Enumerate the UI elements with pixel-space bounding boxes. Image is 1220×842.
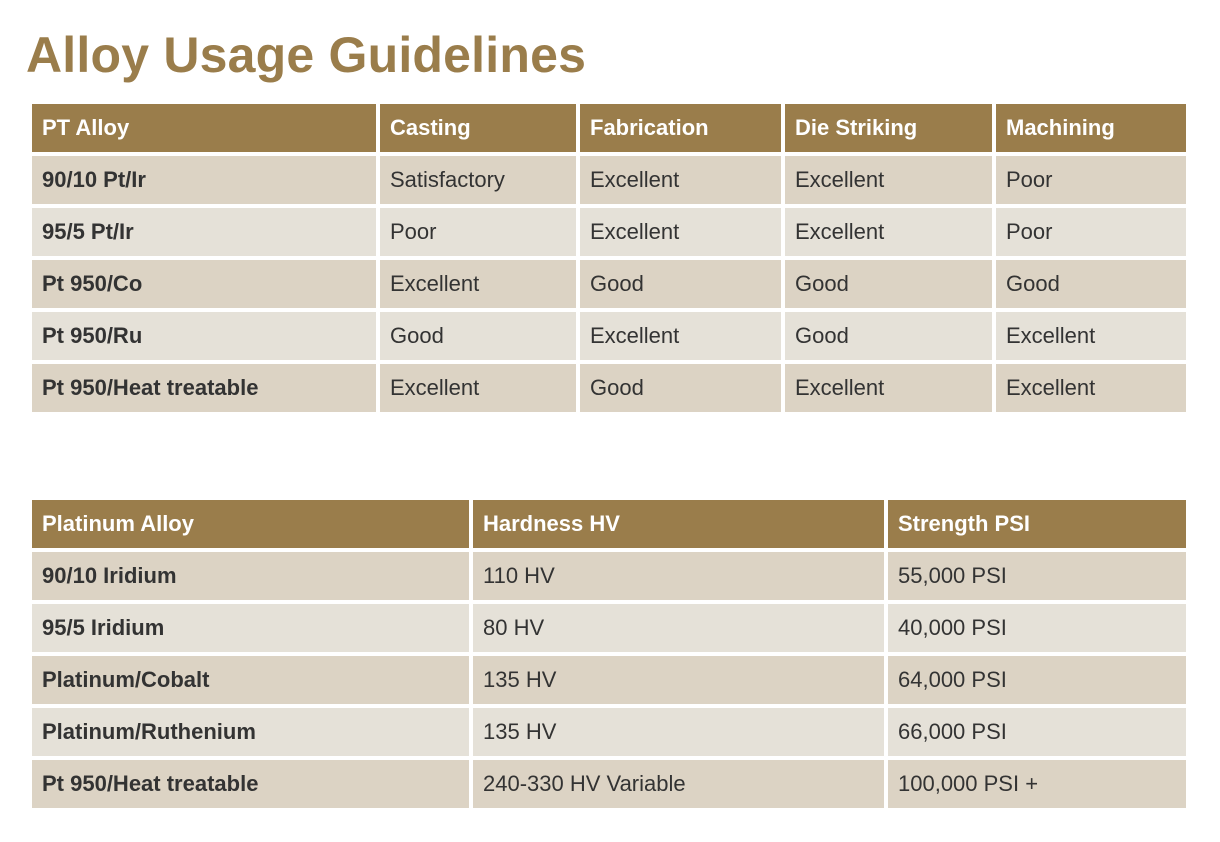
table-row: [32, 708, 1186, 756]
die-striking-cell: Excellent: [785, 364, 992, 412]
strength-cell: 55,000 PSI: [888, 552, 1186, 600]
alloy-usage-table: [28, 100, 1190, 416]
page-title: Alloy Usage Guidelines: [26, 27, 587, 83]
hardness-cell: 80 HV: [473, 604, 884, 652]
fabrication-cell: Excellent: [580, 156, 781, 204]
die-striking-cell: Excellent: [785, 156, 992, 204]
machining-cell: Poor: [996, 156, 1186, 204]
alloy-name-cell: 90/10 Iridium: [32, 552, 469, 600]
alloy-name-cell: Pt 950/Co: [32, 260, 376, 308]
alloy-name-cell: 95/5 Iridium: [32, 604, 469, 652]
alloy-properties-table: [28, 496, 1190, 812]
casting-cell: Satisfactory: [380, 156, 576, 204]
strength-cell: 64,000 PSI: [888, 656, 1186, 704]
table-header-row: [32, 104, 1186, 152]
column-header-hardness: Hardness HV: [473, 500, 884, 548]
table-row: [32, 364, 1186, 412]
alloy-name-cell: Pt 950/Ru: [32, 312, 376, 360]
column-header-casting: Casting: [380, 104, 576, 152]
table-row: [32, 552, 1186, 600]
table-row: [32, 260, 1186, 308]
hardness-cell: 240-330 HV Variable: [473, 760, 884, 808]
alloy-name-cell: 95/5 Pt/Ir: [32, 208, 376, 256]
hardness-cell: 110 HV: [473, 552, 884, 600]
column-header-machining: Machining: [996, 104, 1186, 152]
table-header-row: [32, 500, 1186, 548]
casting-cell: Poor: [380, 208, 576, 256]
hardness-cell: 135 HV: [473, 656, 884, 704]
machining-cell: Good: [996, 260, 1186, 308]
machining-cell: Excellent: [996, 364, 1186, 412]
table-row: [32, 760, 1186, 808]
casting-cell: Excellent: [380, 364, 576, 412]
column-header-pt-alloy: PT Alloy: [32, 104, 376, 152]
fabrication-cell: Excellent: [580, 312, 781, 360]
alloy-name-cell: Pt 950/Heat treatable: [32, 760, 469, 808]
machining-cell: Excellent: [996, 312, 1186, 360]
alloy-name-cell: Platinum/Ruthenium: [32, 708, 469, 756]
die-striking-cell: Good: [785, 312, 992, 360]
die-striking-cell: Good: [785, 260, 992, 308]
alloy-name-cell: 90/10 Pt/Ir: [32, 156, 376, 204]
hardness-cell: 135 HV: [473, 708, 884, 756]
strength-cell: 100,000 PSI +: [888, 760, 1186, 808]
table-row: [32, 604, 1186, 652]
table-row: [32, 208, 1186, 256]
machining-cell: Poor: [996, 208, 1186, 256]
alloy-name-cell: Platinum/Cobalt: [32, 656, 469, 704]
table-row: [32, 156, 1186, 204]
die-striking-cell: Excellent: [785, 208, 992, 256]
table-row: [32, 656, 1186, 704]
table-row: [32, 312, 1186, 360]
column-header-fabrication: Fabrication: [580, 104, 781, 152]
column-header-platinum-alloy: Platinum Alloy: [32, 500, 469, 548]
fabrication-cell: Good: [580, 364, 781, 412]
fabrication-cell: Excellent: [580, 208, 781, 256]
casting-cell: Good: [380, 312, 576, 360]
fabrication-cell: Good: [580, 260, 781, 308]
alloy-name-cell: Pt 950/Heat treatable: [32, 364, 376, 412]
column-header-die-striking: Die Striking: [785, 104, 992, 152]
column-header-strength: Strength PSI: [888, 500, 1186, 548]
casting-cell: Excellent: [380, 260, 576, 308]
strength-cell: 66,000 PSI: [888, 708, 1186, 756]
strength-cell: 40,000 PSI: [888, 604, 1186, 652]
